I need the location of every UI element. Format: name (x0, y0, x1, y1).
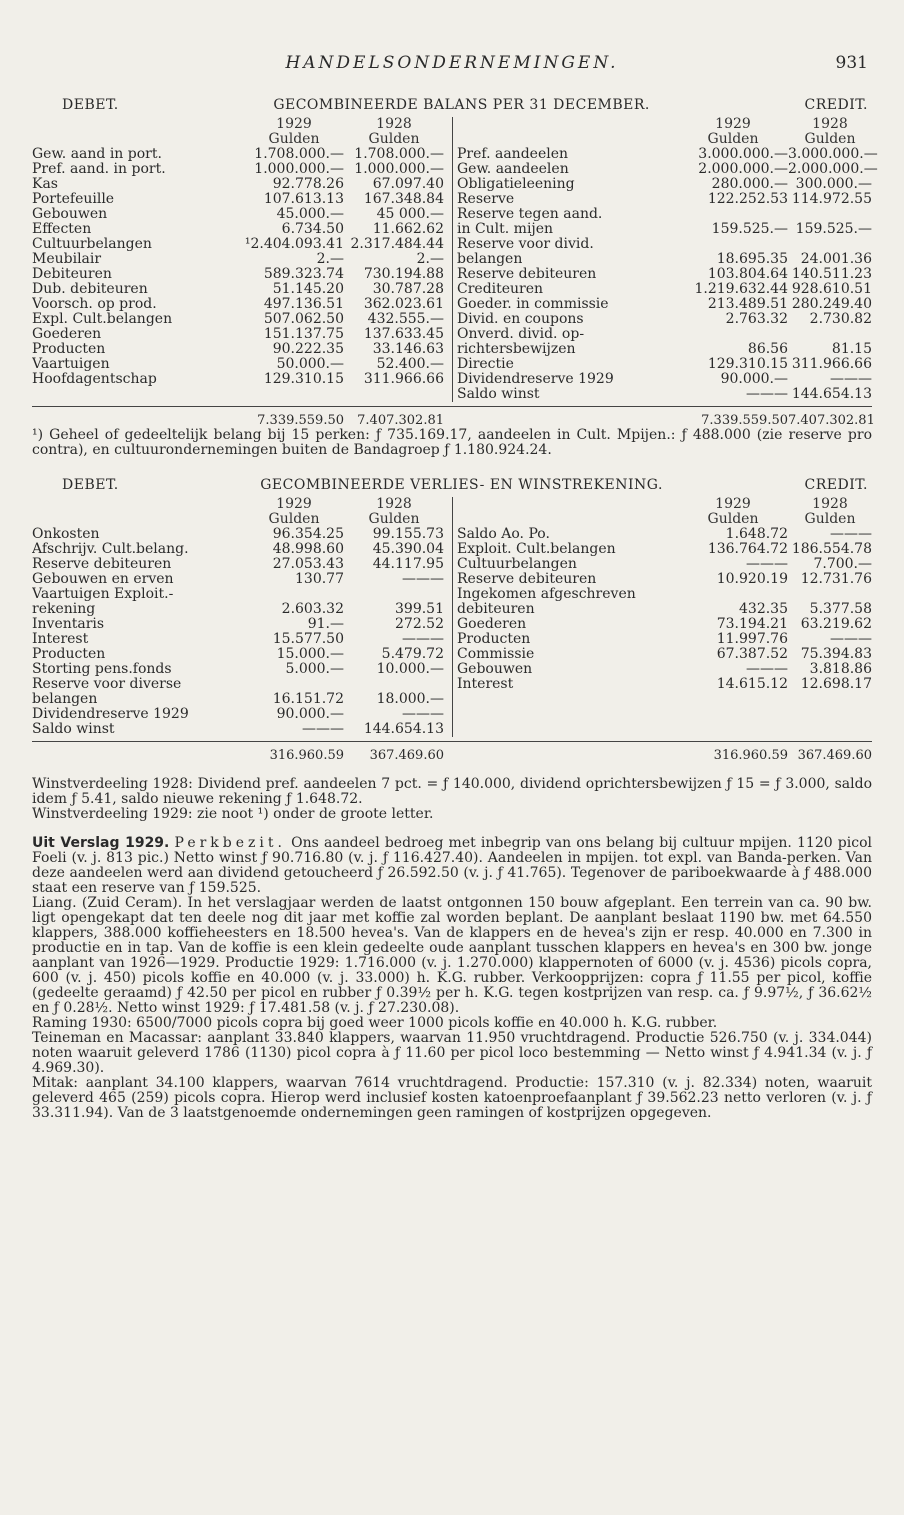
balans-debet-value-1929: 1.000.000.— (254, 161, 344, 177)
balans-debet-value-1928: 137.633.45 (363, 326, 444, 342)
verlies-debet-row (32, 617, 452, 632)
verlies-debet-years: 1929 1928 (276, 496, 412, 512)
balans-credit-label: Reserve tegen aand. (457, 207, 603, 222)
balans-credit-row (457, 342, 872, 357)
verlies-debet-value-1929 (244, 677, 344, 692)
verlies-debet-row (32, 587, 452, 602)
verlies-debet-value-1928 (344, 587, 452, 602)
balans-credit-row (457, 237, 872, 252)
balans-debet-label: DEBET. (62, 97, 119, 113)
verlies-debet-label: Reserve voor diverse (32, 677, 182, 692)
balans-credit-value-1929: 159.525.— (711, 221, 788, 237)
balans-credit-value-1929: 86.56 (747, 341, 788, 357)
verlies-debet-column (32, 497, 452, 737)
balans-credit-value-1929: 3.000.000.— (698, 146, 788, 162)
verlies-debet-label: belangen (32, 692, 98, 707)
balans-debet-value-1928: 167.348.84 (363, 191, 444, 207)
verlies-debet-value-1929: 15.577.50 (272, 631, 344, 647)
balans-debet-row (32, 147, 452, 162)
perkbezit-label: Perkbezit. (174, 835, 286, 851)
balans-total-debet-1928: 7.407.302.81 (357, 413, 444, 428)
balans-debet-value-1928: 362.023.61 (363, 296, 444, 312)
balans-debet-value-1928: 30.787.28 (372, 281, 444, 297)
verlies-debet-label: Interest (32, 632, 89, 647)
verlies-debet-label: Reserve debiteuren (32, 557, 172, 572)
verlies-debet-row (32, 557, 452, 572)
balans-credit-row (457, 177, 872, 192)
balans-credit-value-1929: ——— (746, 386, 788, 402)
verlies-credit-value-1928: 12.731.76 (800, 571, 872, 587)
balans-debet-row (32, 357, 452, 372)
balans-debet-value-1929: 45.000.— (276, 206, 344, 222)
balans-credit-label: CREDIT. (804, 97, 868, 113)
verlies-debet-row (32, 527, 452, 542)
verlies-credit-label: Goederen (457, 617, 527, 632)
verlies-credit-row (457, 617, 872, 632)
balans-debet-value-1929: 497.136.51 (263, 296, 344, 312)
balans-credit-value-1929: 103.804.64 (707, 266, 788, 282)
verlies-debet-value-1928 (344, 677, 452, 692)
balans-debet-value-1929: ¹2.404.093.41 (244, 236, 344, 252)
balans-credit-row (457, 297, 872, 312)
balans-debet-rows (32, 147, 452, 387)
balans-credit-value-1928: 280.249.40 (791, 296, 872, 312)
balans-credit-column (452, 116, 878, 402)
verlies-credit-row (457, 602, 872, 617)
balans-credit-label: Reserve voor divid. (457, 237, 594, 252)
balans-debet-label: Gebouwen (32, 207, 108, 222)
balans-debet-value-1929: 50.000.— (276, 356, 344, 372)
verlies-credit-label: Interest (457, 677, 514, 692)
balans-credit-row (457, 252, 872, 267)
balans-credit-row (457, 222, 872, 237)
balans-debet-value-1929: 107.613.13 (263, 191, 344, 207)
balans-debet-label: Voorsch. op prod. (32, 297, 157, 312)
verlies-debet-label: DEBET. (62, 477, 119, 493)
balans-debet-value-1928: 52.400.— (376, 356, 444, 372)
balans-debet-label: Cultuurbelangen (32, 237, 152, 252)
balans-credit-row (457, 267, 872, 282)
verlies-debet-row (32, 722, 452, 737)
balans-credit-row (457, 387, 872, 402)
verlies-debet-value-1928: 10.000.— (376, 661, 444, 677)
balans-debet-label: Debiteuren (32, 267, 112, 282)
verlies-debet-label: Saldo winst (32, 722, 115, 737)
balans-debet-value-1928: 33.146.63 (372, 341, 444, 357)
verlies-debet-row (32, 677, 452, 692)
balans-credit-value-1928: 3.000.000.— (788, 146, 878, 162)
verlies-debet-value-1928: 272.52 (395, 616, 444, 632)
balans-debet-label: Hoofdagentschap (32, 372, 157, 387)
balans-debet-row (32, 327, 452, 342)
balans-debet-row (32, 177, 452, 192)
verlies-debet-value-1929: 5.000.— (285, 661, 344, 677)
balans-debet-value-1929: 1.708.000.— (254, 146, 344, 162)
verlies-credit-label: Saldo Ao. Po. (457, 527, 550, 542)
balans-credit-rows (457, 146, 878, 402)
balans-credit-label: Obligatieleening (457, 177, 575, 192)
balans-debet-value-1928: 2.— (416, 251, 444, 267)
balans-debet-value-1928: 11.662.62 (372, 221, 444, 237)
balans-debet-row (32, 252, 452, 267)
balans-credit-label: Crediteuren (457, 282, 544, 297)
balans-credit-row (457, 282, 872, 297)
balans-title-row (32, 98, 872, 113)
balans-credit-years: 1929 1928 (715, 116, 848, 132)
balans-debet-value-1929: 507.062.50 (263, 311, 344, 327)
verlies-credit-value-1929: 67.387.52 (716, 646, 788, 662)
balans-debet-label: Meubilair (32, 252, 102, 267)
verslag-paragraph-1 (32, 836, 872, 896)
verlies-debet-row (32, 632, 452, 647)
balans-credit-row (457, 357, 872, 372)
balans-credit-value-1929: 213.489.51 (707, 296, 788, 312)
balans-debet-row (32, 297, 452, 312)
verlies-credit-label: Reserve debiteuren (457, 572, 597, 587)
balans-debet-row (32, 372, 452, 387)
verslag-paragraph-4: Teineman en Macassar: aanplant 33.840 klappers, waarvan 11.950 vruchtdragend. Productie 526.750 (v. j. 334.044) noten waaruit geleverd 1786 (1130) picol copra à ƒ 11.60 per picol loco bestemming — Netto winst ƒ 4.941.34 (v. j. ƒ 4.969.30). (32, 1030, 872, 1076)
balans-debet-value-1929: 90.222.35 (272, 341, 344, 357)
balans-debet-row (32, 222, 452, 237)
balans-credit-label: in Cult. mijen (457, 222, 554, 237)
verlies-credit-row (457, 572, 872, 587)
verlies-debet-value-1929: 16.151.72 (272, 691, 344, 707)
verlies-debet-value-1928: 45.390.04 (372, 541, 444, 557)
balans-credit-value-1928: 2.730.82 (809, 311, 872, 327)
verlies-credit-value-1928: 186.554.78 (791, 541, 872, 557)
verlies-total-credit-1929: 316.960.59 (713, 748, 788, 763)
verlies-credit-value-1928: 12.698.17 (800, 676, 872, 692)
verlies-credit-value-1929: ——— (746, 661, 788, 677)
balans-credit-value-1929: 129.310.15 (707, 356, 788, 372)
balans-credit-label: Reserve debiteuren (457, 267, 597, 282)
balans-credit-value-1928: 140.511.23 (791, 266, 872, 282)
verlies-credit-value-1928 (788, 587, 872, 602)
verlies-credit-row (457, 632, 872, 647)
balans-credit-value-1928: 311.966.66 (791, 356, 872, 372)
balans-credit-value-1929: 122.252.53 (707, 191, 788, 207)
balans-total-credit-1929: 7.339.559.50 (701, 413, 788, 428)
verlies-total-debet-1928: 367.469.60 (369, 748, 444, 763)
balans-debet-value-1929: 51.145.20 (272, 281, 344, 297)
balans-credit-value-1928: 24.001.36 (800, 251, 872, 267)
balans-credit-row (457, 161, 878, 177)
verlies-credit-value-1929 (678, 587, 788, 602)
verslag-paragraph-3: Raming 1930: 6500/7000 picols copra bij goed weer 1000 picols koffie en 40.000 h. K.G. rubber. (32, 1015, 718, 1031)
balans-credit-value-1928 (788, 207, 872, 222)
verlies-table (32, 497, 872, 737)
verlies-total-credit-1928: 367.469.60 (797, 748, 872, 763)
balans-debet-value-1929: 589.323.74 (263, 266, 344, 282)
verslag-paragraph-5: Mitak: aanplant 34.100 klappers, waarvan 7614 vruchtdragend. Productie: 157.310 (v. j. 82.334) noten, waaruit geleverd 465 (259) picols copra. Hierop werd inclusief kosten katoenproefaanplant ƒ 39.562.23 netto verloren (v. j. ƒ 33.311.94). Van de 3 laatstgenoemde ondernemingen geen ramingen of kostprijzen opgegeven. (32, 1075, 872, 1121)
balans-credit-value-1929 (678, 237, 788, 252)
balans-footnote: ¹) Geheel of gedeeltelijk belang bij 15 perken: ƒ 735.169.17, aandeelen in Cult. Mpijen.: ƒ 488.000 (zie reserve pro contra), en cultuurondernemingen buiten de Bandagroep ƒ 1.180.924.24. (32, 427, 872, 458)
balans-credit-label: Pref. aandeelen (457, 147, 569, 162)
verlies-debet-value-1929 (244, 587, 344, 602)
balans-credit-value-1928: 928.610.51 (791, 281, 872, 297)
verlies-debet-row (32, 662, 452, 677)
balans-credit-value-1929: 2.763.32 (725, 311, 788, 327)
verlies-debet-value-1929: 96.354.25 (272, 526, 344, 542)
verlies-credit-row (457, 557, 872, 572)
balans-debet-value-1928: 2.317.484.44 (350, 236, 444, 252)
verlies-debet-value-1929: 130.77 (295, 571, 344, 587)
balans-credit-label: Onverd. divid. op- (457, 327, 585, 342)
verlies-credit-row (457, 647, 872, 662)
balans-credit-label: Saldo winst (457, 387, 540, 402)
verlies-title-row (32, 478, 872, 493)
balans-debet-row (32, 342, 452, 357)
verlies-credit-row (457, 677, 872, 692)
verlies-debet-row (32, 572, 452, 587)
verlies-credit-label: Ingekomen afgeschreven (457, 587, 636, 602)
balans-debet-label: Portefeuille (32, 192, 115, 207)
balans-credit-value-1929 (678, 327, 788, 342)
balans-debet-row (32, 282, 452, 297)
balans-debet-value-1928: 45 000.— (376, 206, 444, 222)
balans-debet-value-1929: 2.— (316, 251, 344, 267)
page-number: 931 (835, 53, 868, 73)
balans-credit-row (457, 192, 872, 207)
verlies-debet-value-1929: 2.603.32 (281, 601, 344, 617)
balans-debet-row (32, 267, 452, 282)
verlies-debet-value-1928: 99.155.73 (372, 526, 444, 542)
balans-credit-label: Reserve (457, 192, 515, 207)
balans-debet-row (32, 312, 452, 327)
verlies-debet-value-1929: 90.000.— (276, 706, 344, 722)
balans-totals (32, 413, 875, 428)
verlies-credit-rows (457, 527, 872, 692)
verlies-credit-value-1929: ——— (746, 556, 788, 572)
verlies-credit-row (457, 662, 872, 677)
balans-debet-label: Producten (32, 342, 106, 357)
balans-credit-value-1929: 2.000.000.— (698, 161, 788, 177)
verslag-text-1: Ons aandeel bedroeg met inbegrip van ons belang bij cultuur mpijen. 1120 picol Foeli (v. j. 813 pic.) Netto winst ƒ 90.716.80 (v. j. ƒ 116.427.40). Aandeelen in mpijen. tot expl. van Banda-perken. Van deze aandeelen werd aan dividend getoucheerd ƒ 26.592.50 (v. j. ƒ 41.765). Tegenover de pariboekwaarde à ƒ 488.000 staat een reserve van ƒ 159.525. (32, 835, 872, 896)
verlies-credit-value-1929: 432.35 (739, 601, 788, 617)
balans-debet-value-1929: 129.310.15 (263, 371, 344, 387)
balans-credit-value-1928: 114.972.55 (791, 191, 872, 207)
balans-credit-label: Goeder. in commissie (457, 297, 609, 312)
verlies-credit-label: debiteuren (457, 602, 535, 617)
verlies-debet-row (32, 602, 452, 617)
balans-debet-row (32, 192, 452, 207)
verlies-debet-label: Producten (32, 647, 106, 662)
verlies-credit-units: Gulden Gulden (707, 511, 856, 527)
verlies-debet-label: Storting pens.fonds (32, 662, 172, 677)
balans-debet-row (32, 207, 452, 222)
verlies-credit-row (457, 527, 872, 542)
verlies-debet-value-1929: 15.000.— (276, 646, 344, 662)
verlies-debet-value-1928: ——— (402, 571, 444, 587)
verlies-debet-label: Inventaris (32, 617, 105, 632)
verlies-debet-value-1928: 399.51 (395, 601, 444, 617)
verlies-credit-row (457, 587, 872, 602)
verlies-debet-label: Dividendreserve 1929 (32, 707, 189, 722)
balans-credit-label: richtersbewijzen (457, 342, 576, 357)
balans-credit-value-1928 (788, 327, 872, 342)
verlies-credit-value-1929: 136.764.72 (707, 541, 788, 557)
verlies-credit-label: CREDIT. (804, 477, 868, 493)
balans-debet-label: Dub. debiteuren (32, 282, 148, 297)
verlies-debet-value-1928: ——— (402, 631, 444, 647)
balans-credit-value-1928 (788, 237, 872, 252)
verlies-debet-value-1928: ——— (402, 706, 444, 722)
verlies-debet-row (32, 647, 452, 662)
balans-credit-label: Divid. en coupons (457, 312, 584, 327)
balans-debet-value-1929: 151.137.75 (263, 326, 344, 342)
balans-debet-row (32, 237, 452, 252)
page-header (32, 48, 872, 78)
verlies-credit-label: Producten (457, 632, 531, 647)
verlies-debet-row (32, 707, 452, 722)
verlies-debet-value-1928: 5.479.72 (381, 646, 444, 662)
verlies-credit-label: Gebouwen (457, 662, 533, 677)
balans-debet-label: Gew. aand in port. (32, 147, 162, 162)
balans-credit-value-1929: 90.000.— (720, 371, 788, 387)
verlies-debet-value-1929: ——— (302, 721, 344, 737)
verlies-debet-value-1928: 18.000.— (376, 691, 444, 707)
balans-debet-years: 1929 1928 (276, 116, 412, 132)
balans-debet-value-1928: 1.000.000.— (354, 161, 444, 177)
winstverdeeling-1929: Winstverdeeling 1929: zie noot ¹) onder de groote letter. (32, 806, 434, 822)
verlies-totals (32, 748, 872, 763)
page (32, 48, 878, 1121)
balans-debet-value-1928: 1.708.000.— (354, 146, 444, 162)
balans-credit-label: Directie (457, 357, 514, 372)
balans-credit-value-1928: 81.15 (831, 341, 872, 357)
balans-debet-label: Goederen (32, 327, 102, 342)
balans-debet-value-1928: 311.966.66 (363, 371, 444, 387)
verlies-credit-value-1928: 7.700.— (813, 556, 872, 572)
verlies-credit-value-1929: 73.194.21 (716, 616, 788, 632)
verlies-debet-label: Gebouwen en erven (32, 572, 174, 587)
verlies-credit-label: Cultuurbelangen (457, 557, 577, 572)
balans-credit-row (457, 146, 878, 162)
balans-total-debet-1929: 7.339.559.50 (257, 413, 344, 428)
verlies-credit-label: Commissie (457, 647, 535, 662)
balans-credit-value-1928: 2.000.000.— (788, 161, 878, 177)
verlies-debet-rows (32, 527, 452, 737)
verlies-credit-value-1928: ——— (830, 526, 872, 542)
verlies-credit-value-1928: 3.818.86 (809, 661, 872, 677)
verlies-credit-value-1929: 10.920.19 (716, 571, 788, 587)
verlies-credit-row (457, 542, 872, 557)
balans-title: GECOMBINEERDE BALANS PER 31 DECEMBER. (273, 97, 650, 113)
balans-debet-units: Gulden Gulden (268, 131, 420, 147)
verlies-debet-label: Afschrijv. Cult.belang. (32, 542, 189, 557)
balans-credit-value-1929 (678, 207, 788, 222)
running-title: HANDELSONDERNEMINGEN. (285, 53, 619, 73)
balans-total-rule (32, 406, 872, 407)
balans-debet-column (32, 117, 452, 402)
balans-credit-value-1929: 1.219.632.44 (694, 281, 788, 297)
verlies-credit-value-1929: 1.648.72 (725, 526, 788, 542)
verlies-debet-label: Vaartuigen Exploit.- (32, 587, 174, 602)
balans-credit-value-1928: 144.654.13 (791, 386, 872, 402)
verlies-debet-value-1928: 144.654.13 (363, 721, 444, 737)
balans-debet-value-1928: 67.097.40 (372, 176, 444, 192)
verslag-heading: Uit Verslag 1929. (32, 835, 170, 851)
balans-credit-value-1928: 300.000.— (795, 176, 872, 192)
verlies-credit-column (452, 497, 872, 737)
balans-credit-units: Gulden Gulden (707, 131, 856, 147)
verlies-credit-label: Exploit. Cult.belangen (457, 542, 616, 557)
balans-debet-label: Pref. aand. in port. (32, 162, 166, 177)
balans-debet-value-1928: 730.194.88 (363, 266, 444, 282)
verlies-debet-row (32, 692, 452, 707)
balans-debet-label: Kas (32, 177, 58, 192)
verlies-credit-value-1928: 5.377.58 (809, 601, 872, 617)
verlies-credit-years: 1929 1928 (715, 496, 848, 512)
winstverdeeling-1928: Winstverdeeling 1928: Dividend pref. aandeelen 7 pct. = ƒ 140.000, dividend oprichtersbewijzen ƒ 15 = ƒ 3.000, saldo idem ƒ 5.41, saldo nieuwe rekening ƒ 1.648.72. (32, 776, 872, 807)
balans-table (32, 116, 878, 402)
balans-total-credit-1928: 7.407.302.81 (788, 413, 875, 428)
verlies-debet-units: Gulden Gulden (268, 511, 420, 527)
verlies-credit-value-1929: 11.997.76 (716, 631, 788, 647)
balans-credit-row (457, 312, 872, 327)
verlies-credit-value-1929: 14.615.12 (716, 676, 788, 692)
balans-credit-label: Gew. aandeelen (457, 162, 569, 177)
balans-debet-value-1929: 92.778.26 (272, 176, 344, 192)
balans-credit-label: belangen (457, 252, 523, 267)
balans-credit-row (457, 327, 872, 342)
balans-debet-value-1929: 6.734.50 (281, 221, 344, 237)
verlies-debet-value-1929: 27.053.43 (272, 556, 344, 572)
verlies-credit-value-1928: 63.219.62 (800, 616, 872, 632)
balans-credit-value-1928: 159.525.— (795, 221, 872, 237)
verlies-title: GECOMBINEERDE VERLIES- EN WINSTREKENING. (260, 477, 663, 493)
verlies-debet-row (32, 542, 452, 557)
balans-debet-label: Effecten (32, 222, 92, 237)
verlies-total-rule (32, 741, 872, 742)
verlies-debet-value-1928: 44.117.95 (372, 556, 444, 572)
balans-debet-label: Expl. Cult.belangen (32, 312, 173, 327)
balans-debet-value-1928: 432.555.— (367, 311, 444, 327)
verlies-debet-label: rekening (32, 602, 96, 617)
balans-credit-value-1929: 18.695.35 (716, 251, 788, 267)
balans-credit-row (457, 372, 872, 387)
balans-credit-value-1929: 280.000.— (711, 176, 788, 192)
balans-credit-row (457, 207, 872, 222)
verslag-paragraph-2: Liang. (Zuid Ceram). In het verslagjaar werden de laatst ontgonnen 150 bouw afgeplant. Een terrein van ca. 90 bw. ligt opengekapt dat ten deele nog dit jaar met koffie zal worden beplant. De aanplant beslaat 1190 bw. met 64.550 klappers, 388.000 koffieheesters en 18.500 hevea's. Van de klappers en de hevea's zijn er resp. 40.000 en 7.300 in productie en in tap. Van de koffie is een klein gedeelte oude aanplant tusschen klappers en hevea's en 300 bw. jonge aanplant van 1926—1929. Productie 1929: 1.716.000 (v. j. 1.270.000) klappernoten of 6000 (v. j. 4536) picols copra, 600 (v. j. 450) picols koffie en 40.000 (v. j. 33.000) h. K.G. rubber. Verkoopprijzen: copra ƒ 11.55 per picol, koffie (gedeelte geraamd) ƒ 42.50 per picol en rubber ƒ 0.39½ per h. K.G. tegen kostprijzen van resp. ca. ƒ 9.97½, ƒ 36.62½ en ƒ 0.28½. Netto winst 1929: ƒ 17.481.58 (v. j. ƒ 27.230.08). (32, 895, 872, 1016)
balans-debet-row (32, 162, 452, 177)
balans-debet-label: Vaartuigen (32, 357, 110, 372)
verlies-total-debet-1929: 316.960.59 (269, 748, 344, 763)
balans-credit-label: Dividendreserve 1929 (457, 372, 614, 387)
balans-credit-value-1928: ——— (830, 371, 872, 387)
verlies-debet-value-1929: 91.— (307, 616, 344, 632)
verlies-credit-value-1928: 75.394.83 (800, 646, 872, 662)
verlies-debet-label: Onkosten (32, 527, 100, 542)
verlies-debet-value-1929: 48.998.60 (272, 541, 344, 557)
verlies-credit-value-1928: ——— (830, 631, 872, 647)
